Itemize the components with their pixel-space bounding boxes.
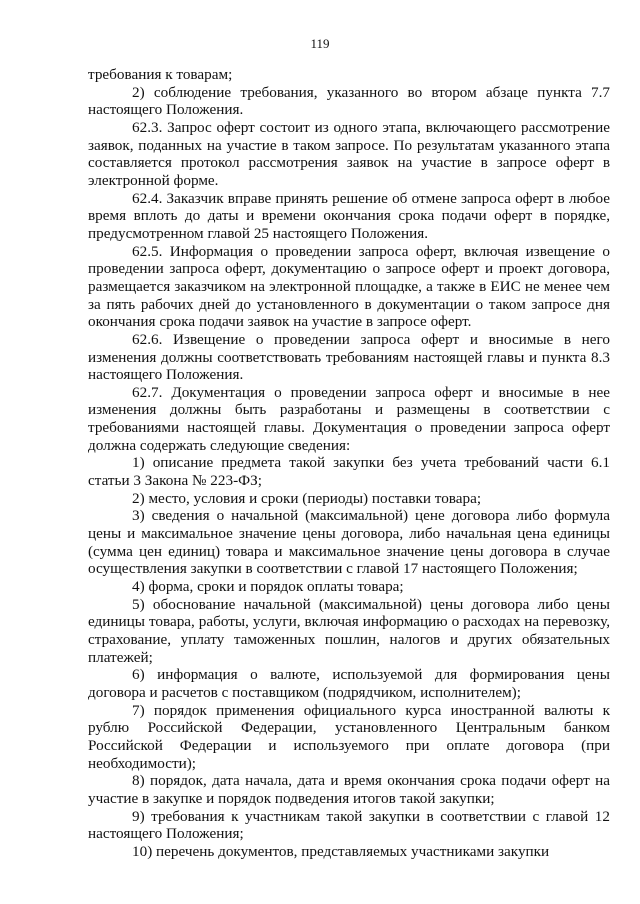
page-number: 119 xyxy=(310,36,330,51)
paragraph: 6) информация о валюте, используемой для формирования цены договора и расчетов с поставщиком (подрядчиком, исполнителем); xyxy=(88,666,610,701)
paragraph: 9) требования к участникам такой закупки в соответствии с главой 12 настоящего Положения; xyxy=(88,807,610,843)
paragraph: 4) форма, сроки и порядок оплаты товара; xyxy=(132,578,404,596)
paragraph: 5) обоснование начальной (максимальной) цены договора либо цены единицы товара, работы, услуги, включая информацию о расходах на перевозку, страхование, уплату таможенных пошлин, налогов и других обязательных платежей; xyxy=(88,595,610,666)
paragraph: 8) порядок, дата начала, дата и время окончания срока подачи оферт на участие в закупке и порядок подведения итогов такой закупки; xyxy=(88,772,610,807)
paragraph: 10) перечень документов, представляемых участниками закупки xyxy=(132,842,550,860)
paragraph: требования к товарам; xyxy=(88,66,233,83)
document-body xyxy=(88,66,610,861)
paragraph: 62.6. Извещение о проведении запроса оферт и вносимые в него изменения должны соответствовать требованиям настоящей главы и пункта 8.3 настоящего Положения. xyxy=(88,330,610,384)
paragraph: 2) место, условия и сроки (периоды) поставки товара; xyxy=(132,489,482,507)
paragraph: 62.7. Документация о проведении запроса оферт и вносимые в нее изменения должны быть разработаны и размещены в соответствии с требованиями настоящей главы. Документация о проведении запроса оферт должна содержать следующие сведения: xyxy=(88,383,610,454)
paragraph: 7) порядок применения официального курса иностранной валюты к рублю Российской Федерации, установленного Центральным банком Российской Федерации и используемого при оплате договора (при необходимости); xyxy=(88,701,610,772)
paragraph: 2) соблюдение требования, указанного во втором абзаце пункта 7.7 настоящего Положения. xyxy=(88,83,610,119)
paragraph: 3) сведения о начальной (максимальной) цене договора либо формула цены и максимальное значение цены договора, либо начальная цена единицы (сумма цен единиц) товара и максимальное значение цены договора в случае осуществления закупки в соответствии с главой 17 настоящего Положения; xyxy=(88,507,610,578)
paragraph: 62.4. Заказчик вправе принять решение об отмене запроса оферт в любое время вплоть до даты и времени окончания срока подачи оферт в порядке, предусмотренном главой 25 настоящего Положения. xyxy=(88,189,610,242)
paragraph: 62.3. Запрос оферт состоит из одного этапа, включающего рассмотрение заявок, поданных на участие в таком запросе. По результатам указанного этапа составляется протокол рассмотрения заявок на участие в запросе оферт в электронной форме. xyxy=(88,118,610,189)
paragraph: 62.5. Информация о проведении запроса оферт, включая извещение о проведении запроса оферт, документацию о запросе оферт и проект договора, размещается заказчиком на электронной площадке, а также в ЕИС не менее чем за пять рабочих дней до установленного в документации о таком запросе дня окончания срока подачи заявок на участие в запросе оферт. xyxy=(88,242,610,331)
paragraph: 1) описание предмета такой закупки без учета требований части 6.1 статьи 3 Закона № 223-ФЗ; xyxy=(88,454,610,490)
